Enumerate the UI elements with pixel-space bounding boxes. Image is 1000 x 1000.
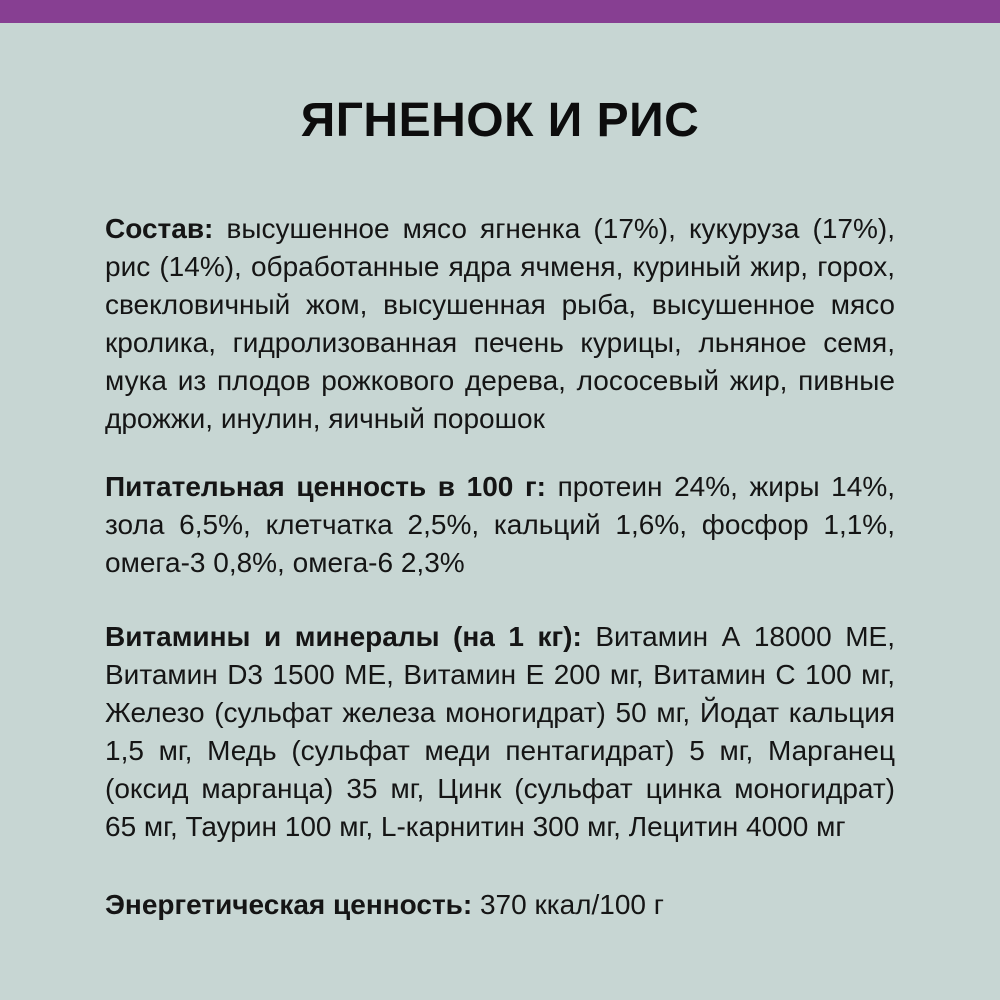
nutrition-label: Питательная ценность в 100 г: xyxy=(105,471,546,503)
composition-text: высушенное мясо ягненка (17%), кукуруза (17%), рис (14%), обработанные ядра ячменя, куриный жир, горох, свекловичный жом, высушенная рыба, высушенное мясо кролика, гидролизованная печень курицы, льняное семя, мука из плодов рожкового дерева, лососевый жир, пивные дрожжи, инулин, яичный порошок xyxy=(105,213,896,435)
nutrition-section xyxy=(105,468,895,582)
top-purple-banner xyxy=(0,0,1000,23)
energy-section xyxy=(105,886,895,924)
vitamins-text: Витамин А 18000 МЕ, Витамин D3 1500 МЕ, Витамин Е 200 мг, Витамин С 100 мг, Железо (сульфат железа моногидрат) 50 мг, Йодат кальция 1,5 мг, Медь (сульфат меди пентагидрат) 5 мг, Марганец (оксид марганца) 35 мг, Цинк (сульфат цинка моногидрат) 65 мг, Таурин 100 мг, L-карнитин 300 мг, Лецитин 4000 мг xyxy=(105,621,895,843)
energy-text: 370 ккал/100 г xyxy=(479,889,664,921)
composition-label: Состав: xyxy=(105,213,214,245)
composition-section xyxy=(105,210,895,438)
energy-label: Энергетическая ценность: xyxy=(105,889,473,921)
page-title: ЯГНЕНОК И РИС xyxy=(300,94,700,147)
vitamins-section xyxy=(105,618,895,846)
vitamins-label: Витамины и минералы (на 1 кг): xyxy=(105,621,582,653)
label-card xyxy=(0,93,1000,924)
nutrition-text: протеин 24%, жиры 14%, зола 6,5%, клетчатка 2,5%, кальций 1,6%, фосфор 1,1%, омега-3 0,8%, омега-6 2,3% xyxy=(105,471,896,579)
